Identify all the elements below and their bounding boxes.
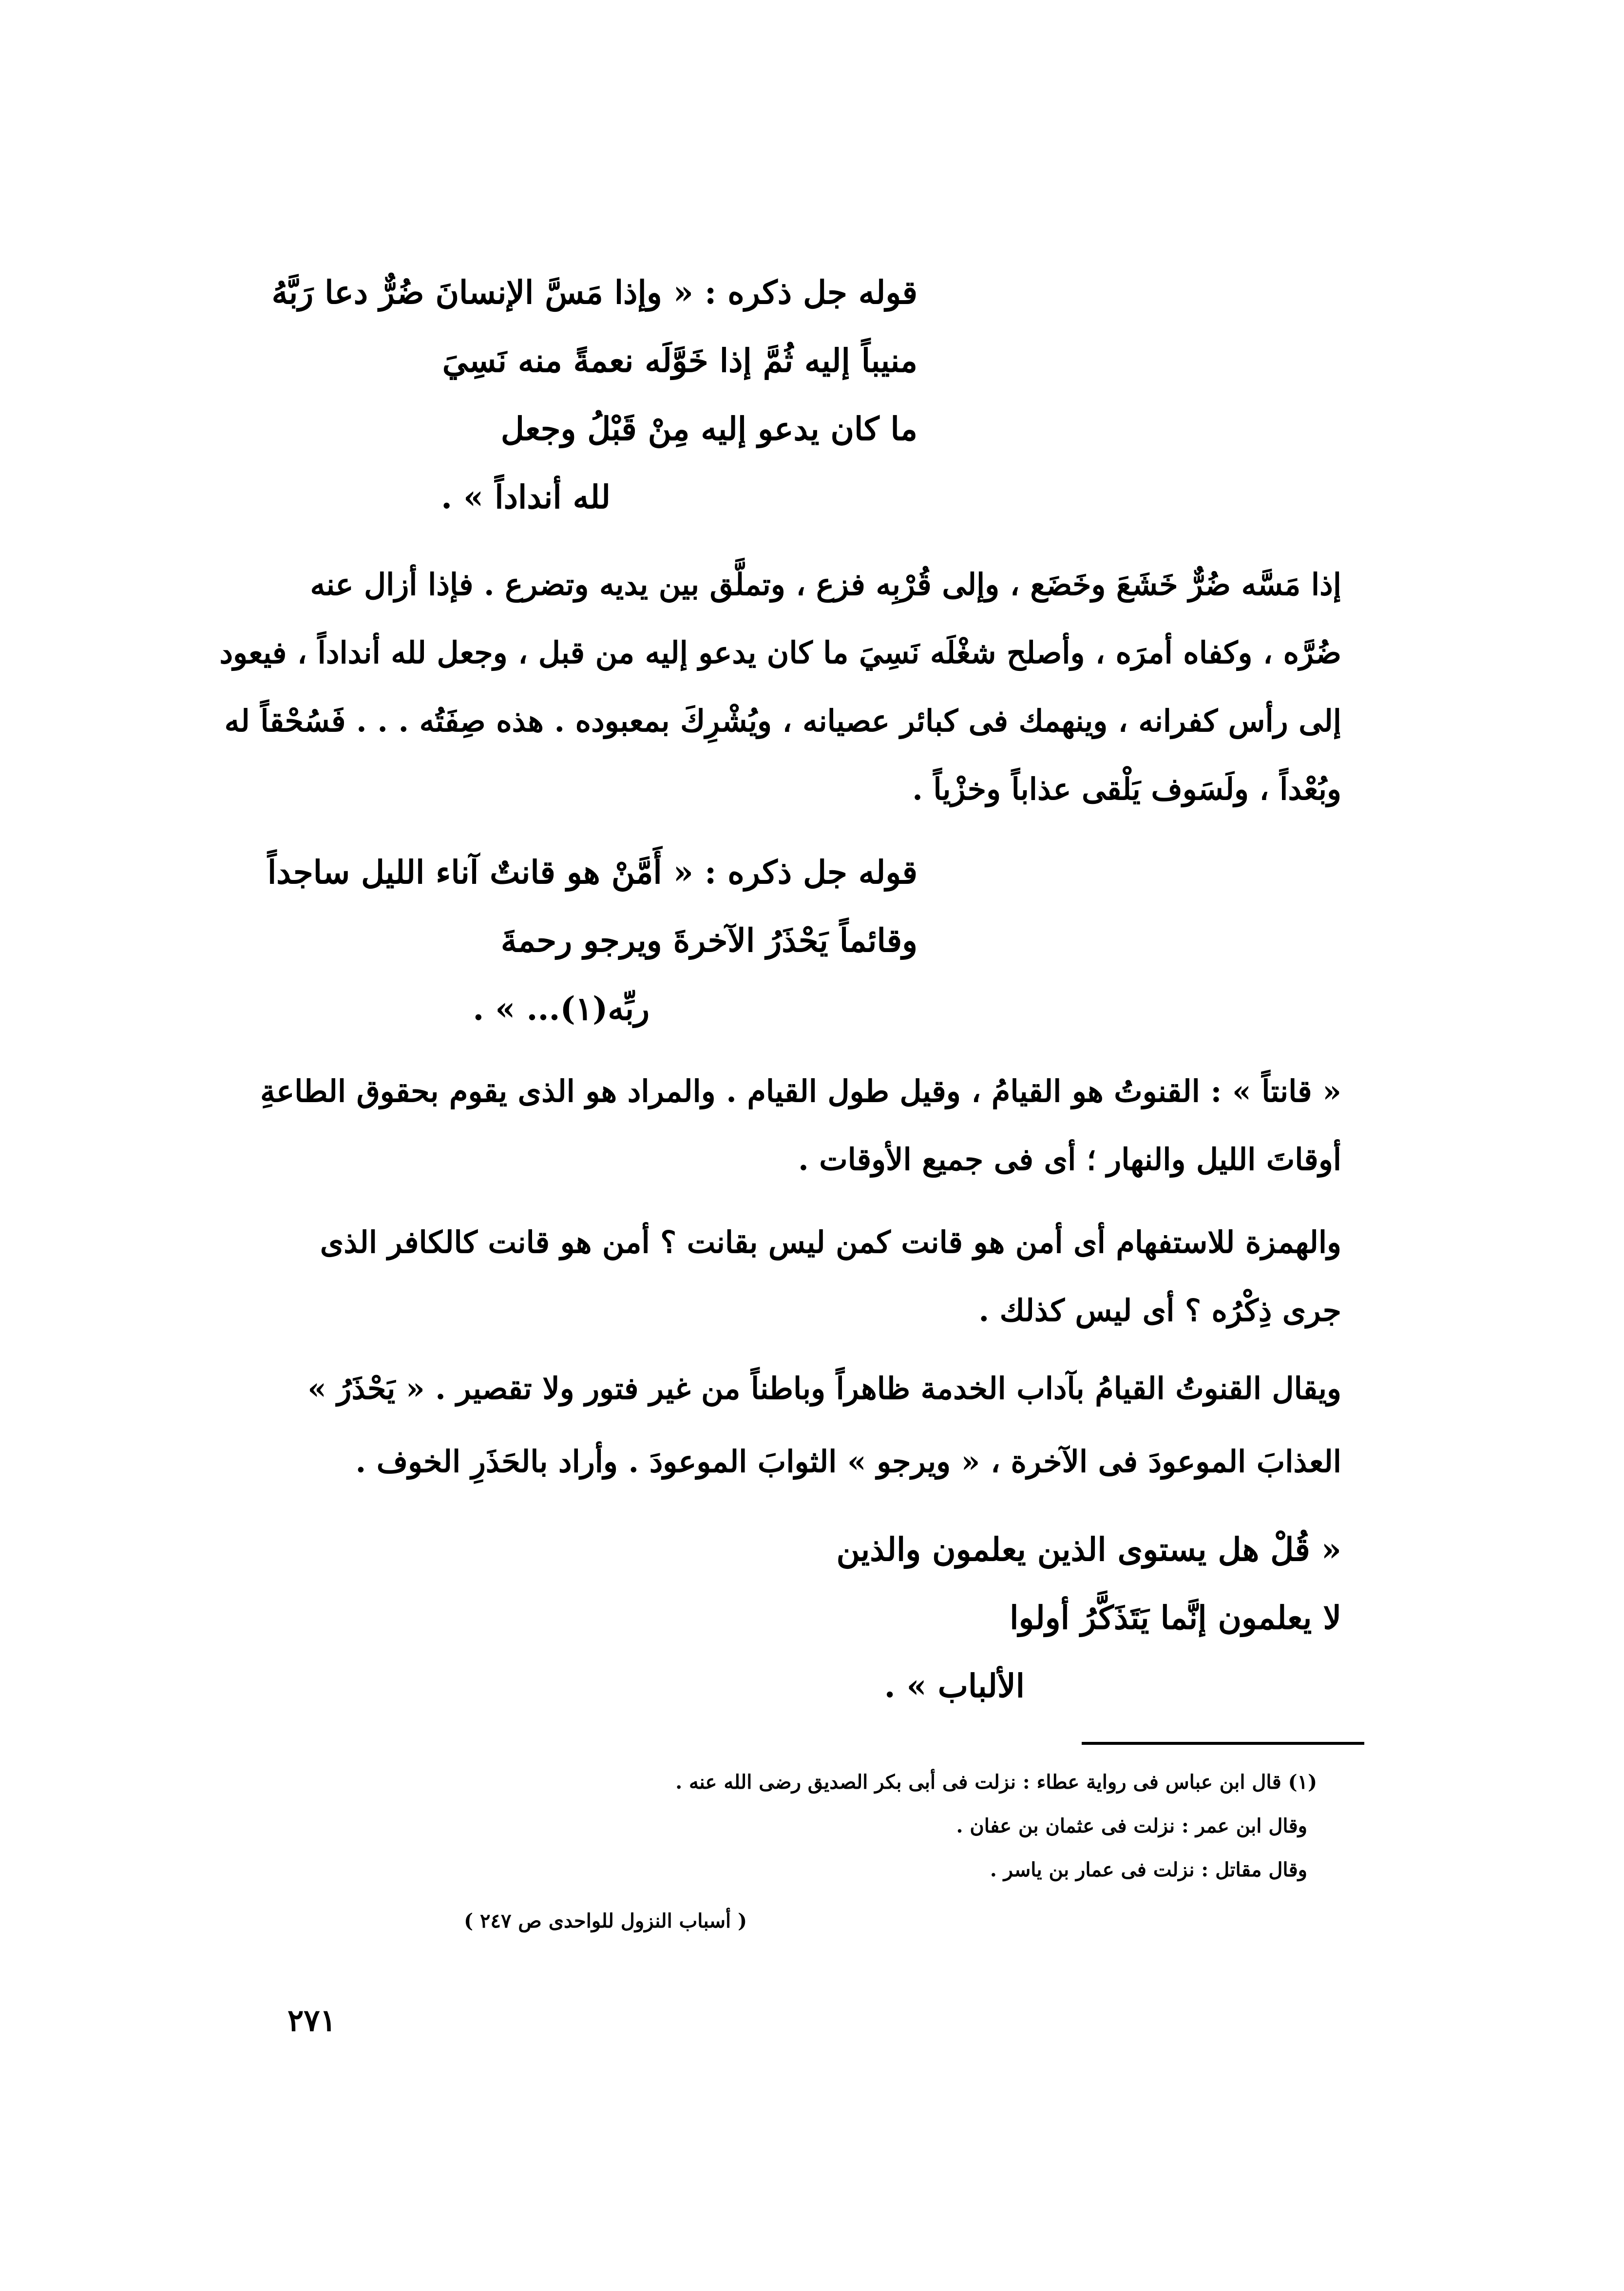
verse-line: الألباب » .: [884, 1667, 1025, 1705]
paragraph-line: ويقال القنوتُ القيامُ بآداب الخدمة ظاهراً وباطناً من غير فتور ولا تقصير . « يَحْذَرُ »: [307, 1371, 1341, 1406]
verse-line: « قُلْ هل يستوى الذين يعلمون والذين: [836, 1530, 1341, 1568]
footnote-source: ( أسباب النزول للواحدى ص ٢٤٧ ): [464, 1909, 747, 1932]
paragraph-line: إلى رأس كفرانه ، وينهمك فى كبائر عصيانه ، ويُشْرِكَ بمعبوده . هذه صِفَتُه . . . فَسُحْقاً له: [224, 703, 1341, 739]
verse-line: ربِّه(١)... » .: [473, 990, 650, 1028]
paragraph-line: جرى ذِكْرُه ؟ أى ليس كذلك .: [978, 1293, 1341, 1328]
verse-line: قوله جل ذكره : « وإذا مَسَّ الإنسانَ ضُرٌّ دعا رَبَّهُ: [271, 273, 917, 311]
verse-line: لله أنداداً » .: [441, 478, 611, 516]
paragraph-line: « قانتاً » : القنوتُ هو القيامُ ، وقيل طول القيام . والمراد هو الذى يقوم بحقوق الطاعةِ: [260, 1073, 1341, 1109]
verse-line: قوله جل ذكره : « أَمَّنْ هو قانتٌ آناء الليل ساجداً: [267, 853, 917, 891]
footnote-line: وقال ابن عمر : نزلت فى عثمان بن عفان .: [956, 1814, 1307, 1837]
paragraph-line: أوقاتَ الليل والنهار ؛ أى فى جميع الأوقات .: [798, 1142, 1341, 1177]
page-number: ٢٧١: [287, 2003, 336, 2038]
verse-line: لا يعلمون إنَّما يَتَذَكَّرُ أولوا: [1010, 1599, 1341, 1637]
footnote-separator: [1082, 1742, 1364, 1745]
verse-line: منيباً إليه ثُمَّ إذا خَوَّلَه نعمةً منه نَسِيَ: [442, 342, 917, 380]
paragraph-line: والهمزة للاستفهام أى أمن هو قانت كمن ليس بقانت ؟ أمن هو قانت كالكافر الذى: [320, 1224, 1341, 1260]
footnote-line: وقال مقاتل : نزلت فى عمار بن ياسر .: [990, 1858, 1307, 1881]
paragraph-line: إذا مَسَّه ضُرٌّ خَشَعَ وخَضَع ، وإلى قُرْبِه فزع ، وتملَّق بين يديه وتضرع . فإذا أزال عنه: [310, 567, 1341, 602]
paragraph-line: ضُرَّه ، وكفاه أمرَه ، وأصلح شغْلَه نَسِيَ ما كان يدعو إليه من قبل ، وجعل لله أنداداً ، فيعود: [219, 635, 1341, 670]
paragraph-line: وبُعْداً ، ولَسَوف يَلْقى عذاباً وخزْياً .: [912, 771, 1341, 807]
verse-line: وقائماً يَحْذَرُ الآخرةَ ويرجو رحمةَ: [500, 921, 917, 959]
paragraph-line: العذابَ الموعودَ فى الآخرة ، « ويرجو » الثوابَ الموعودَ . وأراد بالحَذَرِ الخوف .: [355, 1444, 1341, 1479]
footnote-line: (١) قال ابن عباس فى رواية عطاء : نزلت فى أبى بكر الصديق رضى الله عنه .: [675, 1771, 1317, 1794]
verse-line: ما كان يدعو إليه مِنْ قَبْلُ وجعل: [500, 410, 917, 448]
